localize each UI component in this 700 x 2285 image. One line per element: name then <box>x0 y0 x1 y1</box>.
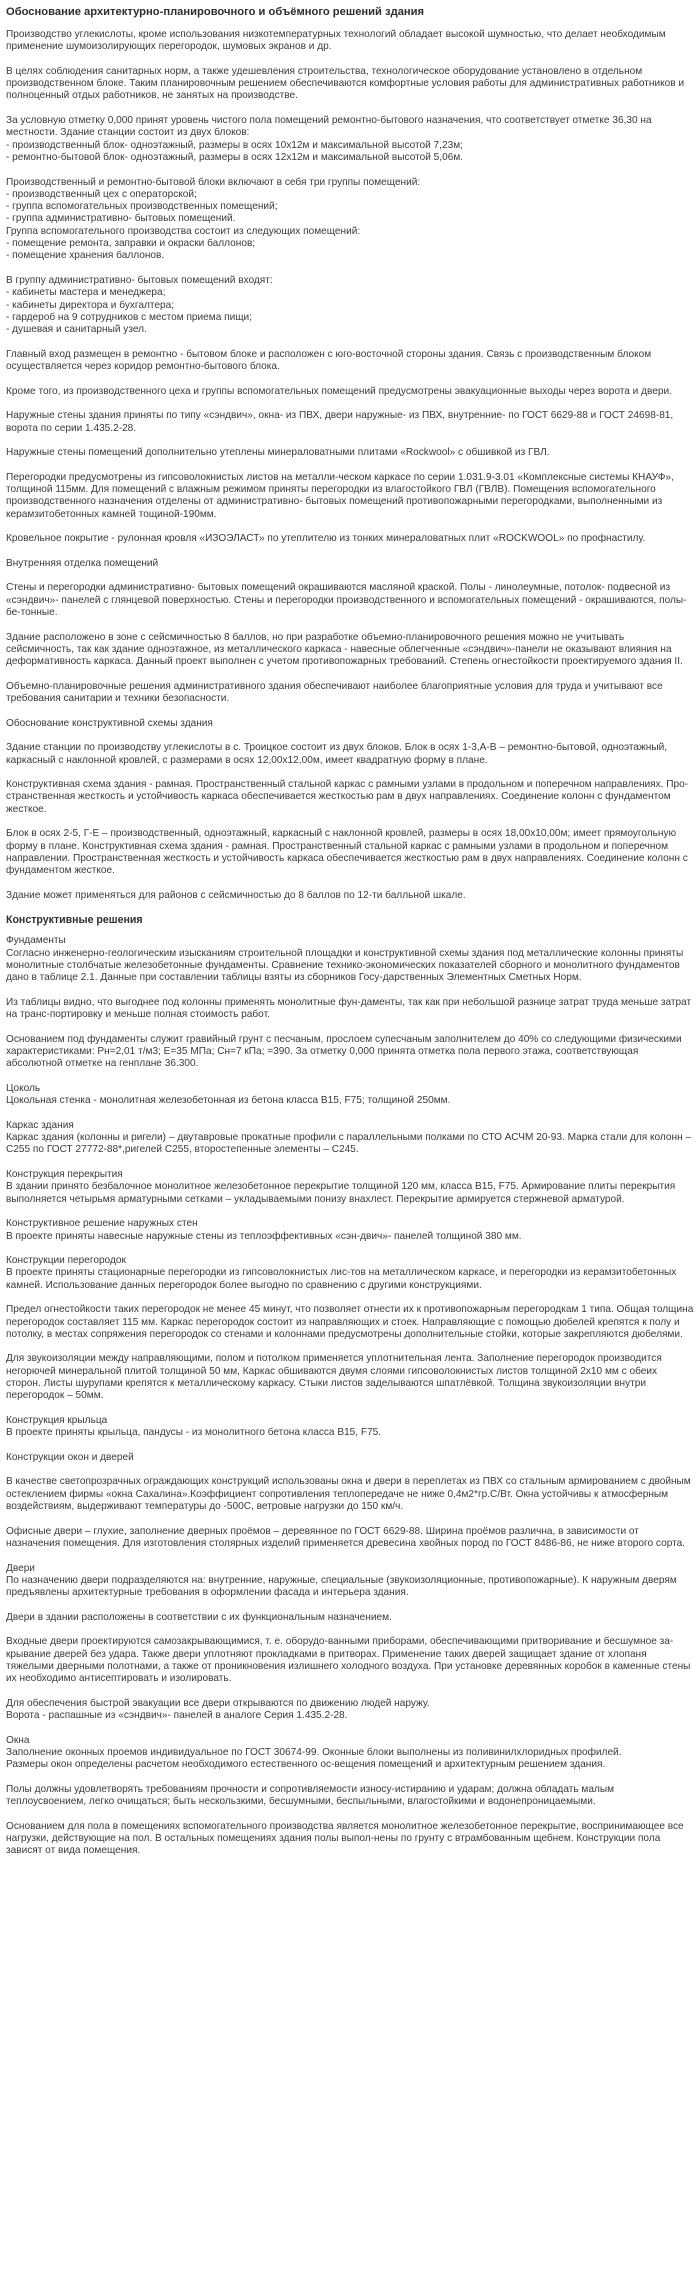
paragraph: Объемно-планировочные решения административного здания обеспечивают наиболее благоприятные условия для труда и учитывают все требования санитарии и техники безопасности. <box>6 680 663 705</box>
page-title: Обоснование архитектурно-планировочного и объёмного решений здания <box>6 6 425 18</box>
paragraph: Здание может применяться для районов с сейсмичностью до 8 баллов по 12-ти балльной шкале. <box>6 889 466 901</box>
paragraph: Для обеспечения быстрой эвакуации все двери открываются по движению людей наружу. Ворота - распашные из «сэндвич»- панелей в аналоге Серия 1.435.2-28. <box>6 1697 430 1722</box>
paragraph: Наружные стены здания приняты по типу «сэндвич», окна- из ПВХ, двери наружные- из ПВХ, внутренние- по ГОСТ 6629-88 и ГОСТ 24698-81, ворота по серии 1.435.2-28. <box>6 410 674 434</box>
paragraph: Конструктивная схема здания - рамная. Пространственный стальной каркас с рамными узлами в продольном и поперечном направлениях. Про-странственная жесткость и устойчивость каркаса обеспечивается жесткостью рам в двух направлениях. Соединение колонн с фундаментом жесткое. <box>6 779 689 815</box>
paragraph: Цоколь Цокольная стенка - монолитная железобетонная из бетона класса В15, F75; толщиной 250мм. <box>6 1082 451 1107</box>
paragraph: Основанием для пола в помещениях вспомогательного производства является монолитное железобетонное перекрытие, воспринимающее все нагрузки, действующие на пол. В остальных помещениях здания полы выпол-нены по грунту с втрамбованным щебнем. Конструкции пола зависят от вида помещения. <box>6 1820 684 1857</box>
paragraph: Производство углекислоты, кроме использования низкотемпературных технологий обладает высокой шумностью, что делает необходимым применение шумоизолирующих перегородок, шумовых экранов и др. <box>6 29 666 53</box>
paragraph: Входные двери проектируются самозакрывающимися, т. е. оборудо-ванными приборами, обеспечивающими притворивание и бесшумное за-крывание дверей без удара. Также двери уплотняют прокладками в притворах. Применение таких дверей защищает здание от хлопаня тяжелыми дверными полотнами, а также от проникновения излишнего холодного воздуха. При установке деревянных коробок в каменные стены их необходимо антисептировать и изолировать. <box>6 1636 691 1685</box>
paragraph: Блок в осях 2-5, Г-Е – производственный, одноэтажный, каркасный с наклонной кровлей, размеры в осях 18,00х10,00м; имеет прямоугольную форму в плане. Конструктивная схема здания - рамная. Пространственный стальной каркас с рамными узлами в продольном и поперечном направлении. Пространственная жесткость и устойчивость каркаса обеспечивается жесткостью рам в двух направлениях. Соединение колонн с фундаментом жесткое. <box>6 828 688 877</box>
subheading: Обоснование конструктивной схемы здания <box>6 717 213 729</box>
paragraph: Конструкции перегородок В проекте приняты стационарные перегородки из гипсоволокнистых лис-тов на металлическом каркасе, и перегородки из керамзитобетонных камней. Использование данных перегородок более выгодно по сравнению с другими конструкциями. <box>6 1255 677 1291</box>
paragraph: Двери По назначению двери подразделяются на: внутренние, наружные, специальные (звукоизоляционные, противопожарные). К наружным дверям предъявлены архитектурные требования в оформлении фасада и интерьера здания. <box>6 1562 677 1599</box>
paragraph: Двери в здании расположены в соответствии с их функциональным назначением. <box>6 1611 392 1623</box>
paragraph: Кровельное покрытие - рулонная кровля «ИЗОЭЛАСТ» по утеплителю из тонких минераловатных плит «ROCKWOOL» по профнастилу. <box>6 533 646 545</box>
paragraph: Предел огнестойкости таких перегородок не менее 45 минут, что позволяет отнести их к противопожарным перегородкам 1 типа. Общая толщина перегородок составляет 115 мм. Каркас перегородок состоит из направляющих и стоек. Направляющие с помощью дюбелей крепятся к полу и потолку, в местах сопряжения перегородок со стенами и колоннами предусмотрены дополнительные стойки, которые закрепляются дюбелями. <box>6 1304 694 1340</box>
paragraph: Конструктивное решение наружных стен В проекте приняты навесные наружные стены из теплоэффективных «сэн-двич»- панелей толщиной 380 мм. <box>6 1218 522 1242</box>
paragraph: Офисные двери – глухие, заполнение дверных проёмов – деревянное по ГОСТ 6629-88. Ширина проёмов различна, в зависимости от назначения помещения. Для изготовления столярных изделий применяется древесина хвойных пород по ГОСТ 8486-86, не ниже второго сорта. <box>6 1525 686 1549</box>
paragraph: Перегородки предусмотрены из гипсоволокнистых листов на металли-ческом каркасе по серии 1.031.9-3.01 «Комплексные системы КНАУФ», толщиной 115мм. Для помещений с влажным режимом приняты перегородки из влагостойкого ГВЛ (ГВЛВ). Помещения вспомогательного производственного назначения отделены от административно- бытовых помещений противопожарными перегородками, выполненными из керамзитобетонных камней тощиной-190мм. <box>6 471 674 520</box>
paragraph: Кроме того, из производственного цеха и группы вспомогательных помещений предусмотрены эвакуационные выходы через ворота и двери. <box>6 385 672 397</box>
paragraph: Наружные стены помещений дополнительно утеплены минераловатными плитами «Rockwool» с обшивкой из ГВЛ. <box>6 447 550 459</box>
subheading: Внутренняя отделка помещений <box>6 557 159 569</box>
paragraph: Основанием под фундаменты служит гравийный грунт с песчаным, прослоем супесчаным заполнителем до 40% со следующими физическими характеристиками: Рн=2,01 т/м3; Е=35 МПа; Сн=7 кПа; =390. За отметку 0,000 принята отметка пола первого этажа, соответствующая абсолютной отметке на генплане 36.300. <box>6 1033 682 1070</box>
paragraph: Окна Заполнение оконных проемов индивидуальное по ГОСТ 30674-99. Оконные блоки выполнены из поливинилхлоридных профилей. Размеры окон определены расчетом необходимого естественного ос-вещения помещений и архитектурным решением здания. <box>6 1734 622 1771</box>
paragraph: Фундаменты Согласно инженерно-геологическим изысканиям строительной площадки и конструктивной схемы здания под металлические колонны приняты монолитные столбчатые железобетонные фундаменты. Сравнение технико-экономических показателей сборного и монолитного фундаментов дано в таблице 2.1. Данные при составлении таблицы взяты из сборников Госу-дарственных Элементных Сметных Норм. <box>6 935 684 984</box>
paragraph: Для звукоизоляции между направляющими, полом и потолком применяется уплотнительная лента. Заполнение перегородок производится негорючей минеральной плитой толщиной 50 мм, Каркас обшиваются двумя слоями гипсоволокнистых листов толщиной 2х10 мм с обеих сторон. Листы шурупами крепятся к металлическому каркасу. Стыки листов заделываются шпатлёвкой. Толщина звукоизоляции внутри перегородок – 50мм. <box>6 1353 662 1402</box>
paragraph: Конструкция перекрытия В здании принято безбалочное монолитное железобетонное перекрытие толщиной 120 мм, класса В15, F75. Армирование плиты перекрытия выполняется четырьмя арматурными сетками – укладываемыми понизу внахлест. Перекрытие армируется стержневой арматурой. <box>6 1169 676 1205</box>
paragraph: Полы должны удовлетворять требованиям прочности и сопротивляемости износу-истиранию и ударам; должна обладать малым теплоусвоением, легко очищаться; быть нескользкими, бесшумными, беспыльными, влагостойкими и водонепроницаемыми. <box>6 1783 615 1808</box>
paragraph: Производственный и ремонтно-бытовой блоки включают в себя три группы помещений: - производственный цех с операторской; - группа вспомогательных производственных помещений; - группа административно- бытовых помещений. Группа вспомогательного производства состоит из следующих помещений: - помещение ремонта, заправки и окраски баллонов; - помещение хранения баллонов. <box>6 176 421 262</box>
paragraph: Здание станции по производству углекислоты в с. Троицкое состоит из двух блоков. Блок в осях 1-3,А-В – ремонтно-бытовой, одноэтажный, каркасный с наклонной кровлей, с размерами в осях 12,00х12,00м, имеет квадратную форму в плане. <box>6 742 668 766</box>
paragraph: В целях соблюдения санитарных норм, а также удешевления строительства, технологическое оборудование установлено в отдельном производственном блоке. Таким планировочным решением обеспечиваются комфортные условия работы для административных работников и полноценный отдых работников, не занятых на производстве. <box>6 65 685 102</box>
section-heading: Конструктивные решения <box>6 914 143 927</box>
paragraph: За условную отметку 0,000 принят уровень чистого пола помещений ремонтно-бытового назначения, что соответствует отметке 36,30 на местности. Здание станции состоит из двух блоков: - производственный блок- одноэтажный, размеры в осях 10х12м и максимальной высотой 7,23м; - ремонтно-бытовой блок- одноэтажный, размеры в осях 12х12м и максимальной высотой 5,06м. <box>6 115 652 163</box>
paragraph: Главный вход размещен в ремонтно - бытовом блоке и расположен с юго-восточной стороны здания. Связь с производственным блоком осуществляется через коридор ремонтно-бытового блока. <box>6 348 652 373</box>
section-architecture <box>6 29 694 902</box>
subheading: Конструкции окон и дверей <box>6 1451 134 1463</box>
paragraph: В группу административно- бытовых помещений входят: - кабинеты мастера и менеджера; - кабинеты директора и бухгалтера; - гардероб на 9 сотрудников с местом приема пищи; - душевая и санитарный узел. <box>6 274 273 336</box>
paragraph: Каркас здания Каркас здания (колонны и ригели) – двутавровые прокатные профили с параллельными полками по СТО АСЧМ 20-93. Марка стали для колонн – С255 по ГОСТ 27772-88*,ригелей С255, второстепенные элементы – С245. <box>6 1119 692 1156</box>
paragraph: В качестве светопрозрачных ограждающих конструкций использованы окна и двери в переплетах из ПВХ со стальным армированием с двойным остеклением фирмы «окна Сахалина».Коэффициент сопротивления теплопередаче не ниже 0,4м2*гр.С/Вт. Окна устойчивы к атмосферным воздействиям, выдерживают температуры до -500С, ветровые нагрузки до 150 км/ч. <box>6 1476 691 1513</box>
paragraph: Здание расположено в зоне с сейсмичностью 8 баллов, но при разработке объемно-планировочного решения можно не учитывать сейсмичность, так как здание одноэтажное, из металлического каркаса - навесные облегченные «сэндвич»-панели не оказывают влияния на деформативность каркаса. Данный проект выполнен с учетом противопожарных требований. Степень огнестойкости проектируемого здания II. <box>6 631 683 668</box>
paragraph: Из таблицы видно, что выгоднее под колонны применять монолитные фун-даменты, так как при небольшой разнице затрат труда меньше затрат на транс-портировку и меньше полная стоимость работ. <box>6 996 692 1021</box>
section-structural <box>6 935 694 1857</box>
paragraph: Стены и перегородки административно- бытовых помещений окрашиваются масляной краской. Полы - линолеумные, потолок- подвесной из «сэндвич»- панелей с глянцевой поверхностью. Стены и перегородки производственного и вспомогательных помещений - окрашиваются, полы- бе-тонные. <box>6 582 687 618</box>
paragraph: Конструкция крыльца В проекте приняты крыльца, пандусы - из монолитного бетона класса В15, F75. <box>6 1414 382 1439</box>
